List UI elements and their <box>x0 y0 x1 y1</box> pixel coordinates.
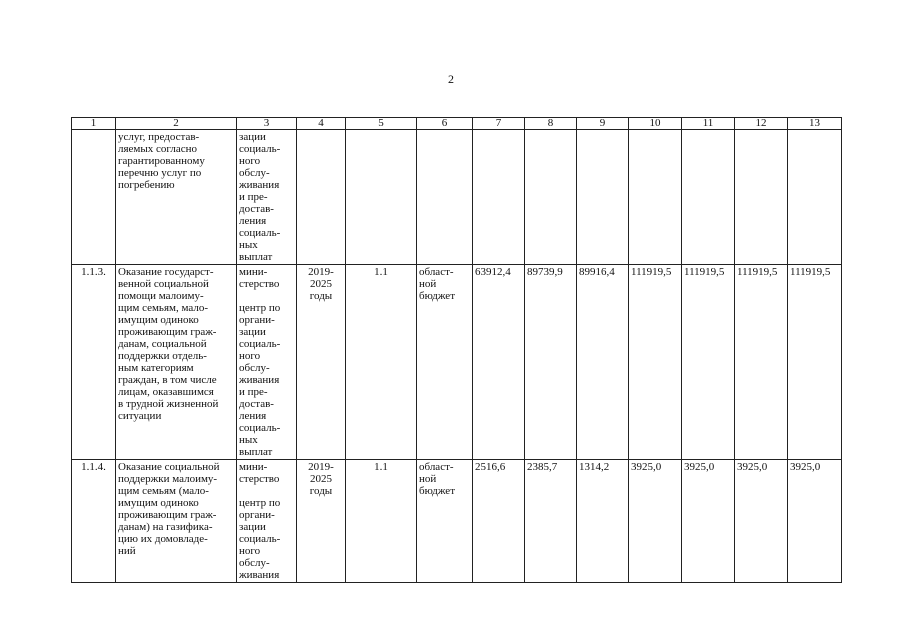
row-value <box>577 130 629 265</box>
row-value <box>682 130 735 265</box>
row-index <box>346 130 417 265</box>
row-executor <box>237 460 297 583</box>
row-source: област- ной бюджет <box>417 265 473 460</box>
row-value: 3925,0 <box>788 460 842 583</box>
row-name: Оказание социальной поддержки малоиму- щим семьям (мало- имущим одиноко проживающим граж- данам) на газифика- цию их домовладе- ний <box>116 460 237 583</box>
row-value: 111919,5 <box>682 265 735 460</box>
row-value <box>788 130 842 265</box>
row-source <box>417 130 473 265</box>
row-code <box>72 130 116 265</box>
column-number-row <box>72 118 842 130</box>
row-years: 2019- 2025 годы <box>297 460 346 583</box>
column-number: 6 <box>417 118 473 130</box>
row-index: 1.1 <box>346 460 417 583</box>
row-executor-center: центр по органи- зации социаль- ного обслу- живания <box>239 497 281 581</box>
column-number: 5 <box>346 118 417 130</box>
row-executor-ministry: мини- стерство <box>239 266 280 290</box>
row-value <box>629 130 682 265</box>
row-years: 2019- 2025 годы <box>297 265 346 460</box>
row-value <box>473 130 525 265</box>
row-value: 111919,5 <box>629 265 682 460</box>
row-name: услуг, предостав- ляемых согласно гарантированному перечню услуг по погребению <box>116 130 237 265</box>
row-value: 2516,6 <box>473 460 525 583</box>
row-value: 63912,4 <box>473 265 525 460</box>
row-source: област- ной бюджет <box>417 460 473 583</box>
column-number: 12 <box>735 118 788 130</box>
row-value <box>735 130 788 265</box>
row-value: 3925,0 <box>629 460 682 583</box>
row-value: 89739,9 <box>525 265 577 460</box>
row-value: 111919,5 <box>735 265 788 460</box>
table-row <box>72 265 842 460</box>
column-number: 7 <box>473 118 525 130</box>
column-number: 2 <box>116 118 237 130</box>
row-executor: зации социаль- ного обслу- живания и пре- достав- ления социаль- ных выплат <box>237 130 297 265</box>
executor-spacer <box>239 485 294 497</box>
row-executor-ministry: мини- стерство <box>239 461 280 485</box>
column-number: 8 <box>525 118 577 130</box>
row-value: 111919,5 <box>788 265 842 460</box>
row-index: 1.1 <box>346 265 417 460</box>
column-number: 4 <box>297 118 346 130</box>
row-value: 2385,7 <box>525 460 577 583</box>
column-number: 11 <box>682 118 735 130</box>
row-executor <box>237 265 297 460</box>
row-value: 89916,4 <box>577 265 629 460</box>
row-value <box>525 130 577 265</box>
row-value: 1314,2 <box>577 460 629 583</box>
row-value: 3925,0 <box>682 460 735 583</box>
row-code: 1.1.4. <box>72 460 116 583</box>
column-number: 10 <box>629 118 682 130</box>
row-name: Оказание государст- венной социальной помощи малоиму- щим семьям, мало- имущим одиноко проживающим граж- данам, социальной поддержки отдель- ным категориям граждан, в том числе лицам, оказавшимся в трудной жизненной ситуации <box>116 265 237 460</box>
column-number: 13 <box>788 118 842 130</box>
table-row <box>72 130 842 265</box>
row-executor-center: центр по органи- зации социаль- ного обслу- живания и пре- достав- ления социаль- ных выплат <box>239 302 281 458</box>
column-number: 1 <box>72 118 116 130</box>
executor-spacer <box>239 290 294 302</box>
row-code: 1.1.3. <box>72 265 116 460</box>
column-number: 9 <box>577 118 629 130</box>
page-number: 2 <box>448 72 454 86</box>
column-number: 3 <box>237 118 297 130</box>
row-value: 3925,0 <box>735 460 788 583</box>
table-row <box>72 460 842 583</box>
row-years <box>297 130 346 265</box>
program-table <box>71 117 842 583</box>
